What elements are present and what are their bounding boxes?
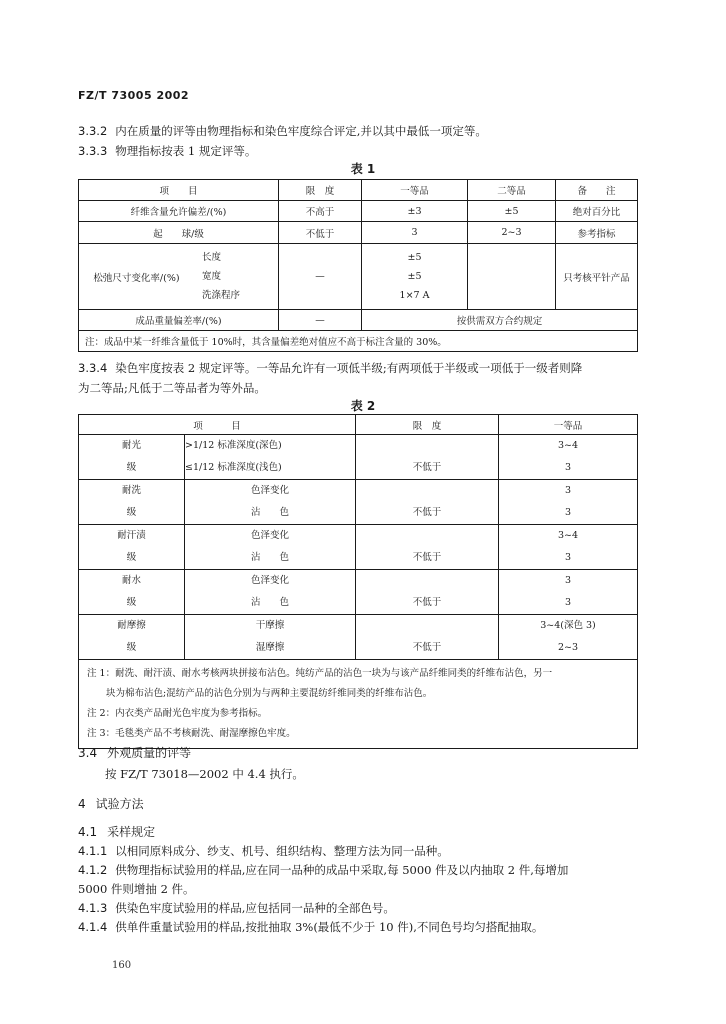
- clause-text: 染色牢度按表 2 规定评等。一等品允许有一项低半级;有两项低于半级或一项低于一级者则降: [115, 361, 583, 375]
- t2-val: 3: [564, 485, 572, 496]
- t2-limit: 不低于: [412, 597, 442, 608]
- t2-desc: 沾 色: [250, 552, 289, 563]
- t1-val: ±5: [407, 252, 422, 263]
- clause-text: 供物理指标试验用的样品,应在同一品种的成品中采取,每 5000 件及以内抽取 2 件,每增加: [115, 863, 569, 877]
- clause-4-1-2: [78, 862, 568, 878]
- t1-cell: [468, 244, 556, 310]
- clause-number: 4.1.3: [78, 901, 108, 915]
- t2-note: 块为棉布沾色;混纺产品的沾色分别为与两种主要混纺纤维同类的纤维布沾色。: [87, 688, 433, 699]
- t1-sub: 洗涤程序: [202, 290, 241, 301]
- t1-header-first: 一等品: [362, 180, 468, 201]
- t1-cell: 松弛尺寸变化率/(%): [79, 244, 195, 310]
- clause-number: 3.3.2: [78, 124, 108, 138]
- section-title: 试验方法: [95, 797, 144, 811]
- clause-number: 3.3.3: [78, 144, 108, 158]
- t1-cell: 不高于: [279, 201, 362, 222]
- t1-cell: 2~3: [468, 222, 556, 244]
- t1-header-limit: 限 度: [279, 180, 362, 201]
- t1-val: ±5: [407, 271, 422, 282]
- t1-row-weight: [79, 310, 638, 331]
- clause-4-1-2-cont: 5000 件则增抽 2 件。: [78, 882, 195, 896]
- t2-desc: 色泽变化: [250, 530, 289, 541]
- t1-note-row: [79, 331, 638, 352]
- t2-unit: 级: [126, 597, 137, 608]
- section-4: [78, 795, 144, 812]
- t2-header-first: 一等品: [499, 415, 638, 435]
- section-title: 外观质量的评等: [107, 746, 192, 760]
- clause-text: 物理指标按表 1 规定评等。: [115, 144, 257, 158]
- section-number: 4.1: [78, 825, 98, 839]
- t2-header-item: 项 目: [79, 415, 356, 435]
- section-3-4-text: 按 FZ/T 73018—2002 中 4.4 执行。: [105, 767, 304, 781]
- t1-sub-items: [194, 244, 279, 310]
- t1-cell: —: [279, 244, 362, 310]
- t1-cell: 纤维含量允许偏差/(%): [79, 201, 279, 222]
- t2-desc: ≤1/12 标准深度(浅色): [185, 462, 282, 473]
- clause-3-3-4-cont: 为二等品;凡低于二等品者为等外品。: [78, 381, 266, 395]
- table-2: [78, 414, 638, 749]
- t2-cat: 耐水: [121, 575, 141, 586]
- t2-unit: 级: [126, 642, 137, 653]
- clause-number: 4.1.2: [78, 863, 108, 877]
- t2-row-rubbing: [79, 615, 638, 660]
- t1-val: 1×7 A: [399, 290, 430, 301]
- clause-number: 4.1.1: [78, 844, 108, 858]
- t1-header-item: 项 目: [79, 180, 279, 201]
- t2-val: 3: [564, 575, 572, 586]
- t2-desc: 色泽变化: [250, 575, 289, 586]
- clause-text: 以相同原料成分、纱支、机号、组织结构、整理方法为同一品种。: [115, 844, 449, 858]
- page-number: 160: [112, 960, 132, 971]
- t2-notes: [79, 660, 638, 749]
- clause-text: 供染色牢度试验用的样品,应包括同一品种的全部色号。: [115, 901, 395, 915]
- t2-cat: 耐汗渍: [117, 530, 146, 541]
- t1-row-relaxation: [79, 244, 638, 310]
- t2-limit: 不低于: [412, 507, 442, 518]
- clause-number: 3.3.4: [78, 361, 108, 375]
- t2-row-wash: [79, 480, 638, 525]
- table-1: [78, 179, 638, 352]
- t1-cell: 参考指标: [556, 222, 638, 244]
- t2-val: 3~4: [557, 440, 579, 451]
- t2-limit: 不低于: [412, 552, 442, 563]
- t1-cell: 按供需双方合约规定: [362, 310, 638, 331]
- t2-cat: 耐光: [121, 440, 141, 451]
- clause-4-1-1: [78, 843, 449, 859]
- table2-caption: 表 2: [350, 399, 376, 413]
- standard-header: FZ/T 73005 2002: [78, 89, 190, 102]
- t2-desc: 沾 色: [250, 507, 289, 518]
- t2-val: 2~3: [557, 642, 579, 653]
- t2-desc: 湿摩擦: [255, 642, 285, 653]
- t2-desc: >1/12 标准深度(深色): [185, 440, 282, 451]
- t1-cell: ±5: [468, 201, 556, 222]
- clause-text: 内在质量的评等由物理指标和染色牢度综合评定,并以其中最低一项定等。: [115, 124, 487, 138]
- clause-3-3-2: [78, 123, 487, 139]
- t2-limit: 不低于: [412, 462, 442, 473]
- t2-row-water: [79, 570, 638, 615]
- section-4-1: [78, 823, 155, 840]
- t2-note: 注 1：耐洗、耐汗渍、耐水考核两块拼接布沾色。纯纺产品的沾色一块为与该产品纤维同类的纤维布沾色，另一: [87, 668, 553, 679]
- t1-cell: 不低于: [279, 222, 362, 244]
- t2-val: 3~4: [557, 530, 579, 541]
- t1-cell: —: [279, 310, 362, 331]
- t2-row-sweat: [79, 525, 638, 570]
- t2-notes-row: [79, 660, 638, 749]
- t2-desc: 色泽变化: [250, 485, 289, 496]
- t2-limit: 不低于: [412, 642, 442, 653]
- t1-values: [362, 244, 468, 310]
- t1-sub: 宽度: [202, 271, 222, 282]
- t2-cat: 耐洗: [121, 485, 141, 496]
- t2-desc: 沾 色: [250, 597, 289, 608]
- t2-header-limit: 限 度: [356, 415, 499, 435]
- t1-row-fiber: [79, 201, 638, 222]
- section-3-4: [78, 744, 191, 761]
- t2-row-light: [79, 435, 638, 480]
- t2-val: 3: [564, 507, 572, 518]
- clause-4-1-3: [78, 900, 395, 916]
- t2-unit: 级: [126, 507, 137, 518]
- t2-val: 3~4(深色 3): [540, 620, 596, 631]
- table1-caption: 表 1: [350, 162, 376, 176]
- t1-note: 注：成品中某一纤维含量低于 10%时，其含量偏差绝对值应不高于标注含量的 30%。: [79, 331, 638, 352]
- t2-cat: 耐摩擦: [117, 620, 146, 631]
- clause-4-1-4: [78, 919, 543, 935]
- t2-unit: 级: [126, 462, 137, 473]
- t1-row-pilling: [79, 222, 638, 244]
- t1-cell: 绝对百分比: [556, 201, 638, 222]
- t2-desc: 干摩擦: [255, 620, 285, 631]
- t1-cell: 3: [362, 222, 468, 244]
- clause-text: 供单件重量试验用的样品,按批抽取 3%(最低不少于 10 件),不同色号均匀搭配抽取。: [115, 920, 544, 934]
- t2-val: 3: [564, 552, 572, 563]
- t1-cell: ±3: [362, 201, 468, 222]
- t2-note: 注 2：内衣类产品耐光色牢度为参考指标。: [87, 708, 268, 719]
- clause-3-3-4: [78, 360, 582, 376]
- section-number: 3.4: [78, 746, 98, 760]
- section-title: 采样规定: [107, 825, 156, 839]
- t2-note: 注 3：毛毯类产品不考核耐洗、耐湿摩擦色牢度。: [87, 728, 296, 739]
- t1-cell: 起 球/级: [79, 222, 279, 244]
- clause-3-3-3: [78, 143, 256, 159]
- section-number: 4: [78, 797, 86, 811]
- clause-number: 4.1.4: [78, 920, 108, 934]
- t1-sub: 长度: [202, 252, 222, 263]
- t1-header-second: 二等品: [468, 180, 556, 201]
- t1-cell: 只考核平针产品: [556, 244, 638, 310]
- t1-header-note: 备 注: [556, 180, 638, 201]
- t2-val: 3: [564, 462, 572, 473]
- t2-val: 3: [564, 597, 572, 608]
- t2-unit: 级: [126, 552, 137, 563]
- t1-cell: 成品重量偏差率/(%): [79, 310, 279, 331]
